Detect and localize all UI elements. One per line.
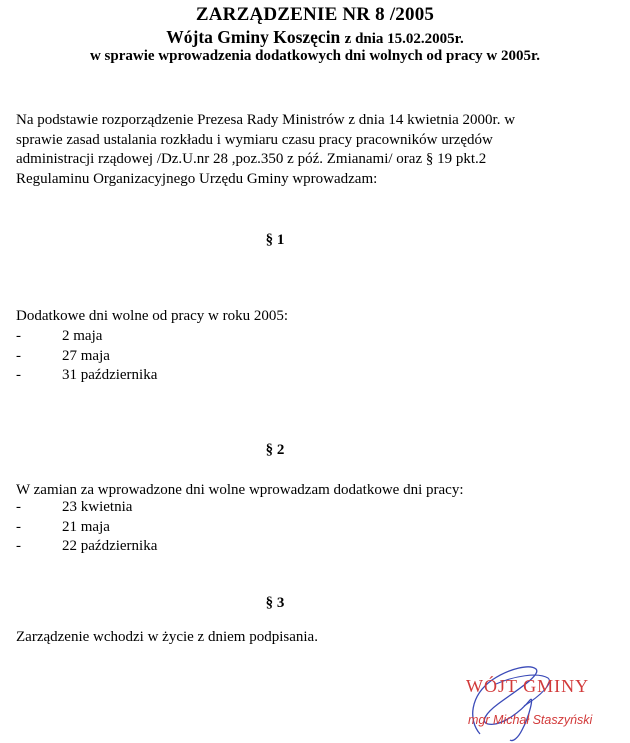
list-item-text: 27 maja [62, 347, 110, 364]
paragraph-line: administracji rządowej /Dz.U.nr 28 ,poz.350 z póź. Zmianami/ oraz § 19 pkt.2 [16, 151, 487, 167]
paragraph-line: sprawie zasad ustalania rozkładu i wymiaru czasu pracy pracowników urzędów [16, 131, 493, 148]
section-heading-2: § 2 [265, 442, 285, 458]
section-2-lead: W zamian za wprowadzone dni wolne wprowadzam dodatkowe dni pracy: [16, 482, 464, 498]
paragraph-line: Na podstawie rozporządzenie Prezesa Rady Ministrów z dnia 14 kwietnia 2000r. w [16, 112, 516, 128]
list-item-text: 22 października [62, 538, 158, 554]
section-heading-1: § 1 [265, 232, 285, 248]
section-heading-3: § 3 [265, 595, 285, 611]
document-title: ZARZĄDZENIE NR 8 /2005 [195, 4, 435, 25]
list-dash: - [16, 328, 21, 344]
issue-date: z dnia 15.02.2005r. [344, 31, 464, 47]
paragraph-line: Regulaminu Organizacyjnego Urzędu Gminy wprowadzam: [16, 170, 378, 187]
signature-icon [418, 660, 630, 743]
section-1-lead: Dodatkowe dni wolne od pracy w roku 2005: [16, 308, 289, 324]
official-stamp [418, 660, 630, 743]
list-item-text: 23 kwietnia [62, 499, 133, 515]
effective-date-clause: Zarządzenie wchodzi w życie z dniem podpisania. [16, 629, 318, 645]
legal-basis-paragraph [16, 111, 616, 189]
document-subject: w sprawie wprowadzenia dodatkowych dni wolnych od pracy w 2005r. [89, 48, 541, 64]
document-issuer [0, 27, 630, 48]
list-dash: - [16, 367, 21, 383]
list-dash: - [16, 538, 21, 554]
list-dash: - [16, 347, 21, 364]
list-item-text: 21 maja [62, 518, 110, 535]
list-item-text: 2 maja [62, 328, 103, 344]
list-item-text: 31 października [62, 367, 158, 383]
stamp-name: mgr Michał Staszyński [468, 713, 593, 727]
stamp-title: WÓJT GMINY [466, 676, 590, 696]
issuer-name: Wójta Gminy Koszęcin [166, 27, 341, 47]
list-dash: - [16, 499, 21, 515]
list-dash: - [16, 518, 21, 535]
